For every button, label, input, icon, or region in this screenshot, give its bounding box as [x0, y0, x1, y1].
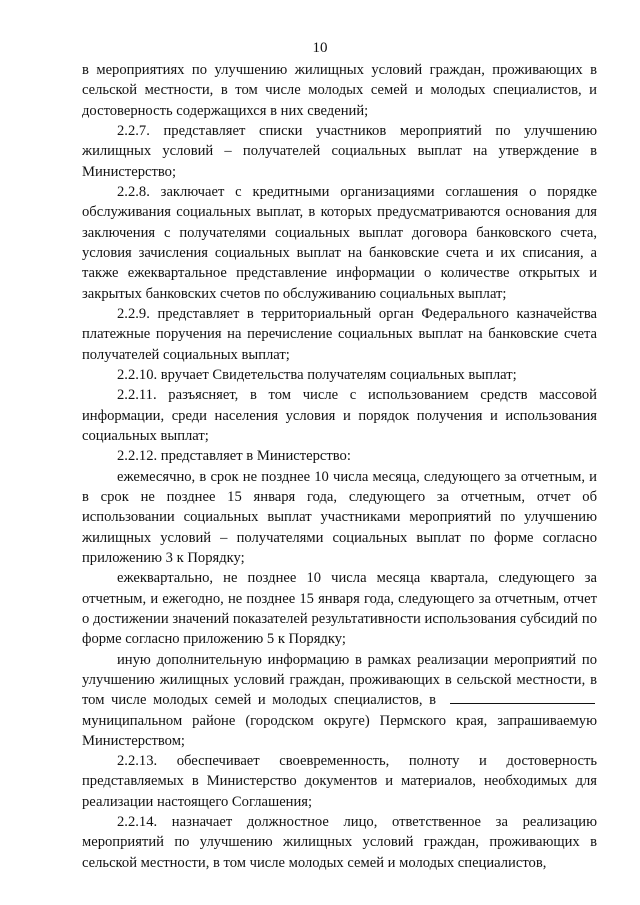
paragraph-2-2-14: 2.2.14. назначает должностное лицо, ответственное за реализацию мероприятий по улучшению жилищных условий граждан, проживающих в сельской местности, в том числе молодых семей и молодых специалистов,: [82, 814, 597, 871]
paragraph-2-2-9: 2.2.9. представляет в территориальный орган Федерального казначейства платежные поручения на перечисление социальных выплат на банковские счета получателей социальных выплат;: [82, 305, 597, 363]
paragraph-2-2-11: 2.2.11. разъясняет, в том числе с использованием средств массовой информации, среди населения условия и порядок получения и использования социальных выплат;: [82, 387, 597, 444]
additional-info-text-start: иную дополнительную информацию в рамках реализации мероприятий по улучшению жилищных условий граждан, проживающих в сельской местности, в том числе молодых семей и молодых специалистов, в: [82, 651, 597, 709]
fill-in-blank-line: [450, 691, 595, 704]
paragraph-monthly-report: ежемесячно, в срок не позднее 10 числа месяца, следующего за отчетным, и в срок не позднее 15 января года, следующего за отчетным, отчет об использовании социальных выплат участниками мероприятий по улучшению жилищных условий – получателями социальных выплат по форме согласно приложению 3 к Порядку;: [82, 468, 597, 566]
document-body: [82, 60, 597, 873]
additional-info-text-end: муниципальном районе (городском округе) Пермского края, запрашиваемую Министерством;: [82, 712, 597, 749]
paragraph-continuation: в мероприятиях по улучшению жилищных условий граждан, проживающих в сельской местности, в том числе молодых семей и молодых специалистов, и достоверность содержащихся в них сведений;: [82, 62, 597, 119]
paragraph-2-2-12: 2.2.12. представляет в Министерство:: [117, 448, 351, 465]
paragraph-quarterly-report: ежеквартально, не позднее 10 числа месяца квартала, следующего за отчетным, и ежегодно, не позднее 15 января года, следующего за отчетным, отчет о достижении значений показателей результативности использования субсидий по форме согласно приложению 5 к Порядку;: [82, 570, 597, 648]
paragraph-2-2-7: 2.2.7. представляет списки участников мероприятий по улучшению жилищных условий – получателей социальных выплат на утверждение в Министерство;: [82, 122, 597, 180]
paragraph-2-2-13: 2.2.13. обеспечивает своевременность, полноту и достоверность представляемых в Министерство документов и материалов, необходимых для реализации настоящего Соглашения;: [82, 753, 597, 810]
paragraph-additional-info: [82, 650, 597, 752]
paragraph-2-2-8: 2.2.8. заключает с кредитными организациями соглашения о порядке обслуживания социальных выплат, в которых предусматриваются основания для заключения с получателями социальных выплат договора банковского счета, условия зачисления социальных выплат на банковские счета и их списания, а также ежеквартальное представление информации о количестве открытых и закрытых банковских счетов по обслуживанию социальных выплат;: [82, 183, 597, 302]
page-number: 10: [312, 40, 328, 56]
paragraph-2-2-10: 2.2.10. вручает Свидетельства получателям социальных выплат;: [117, 366, 517, 383]
